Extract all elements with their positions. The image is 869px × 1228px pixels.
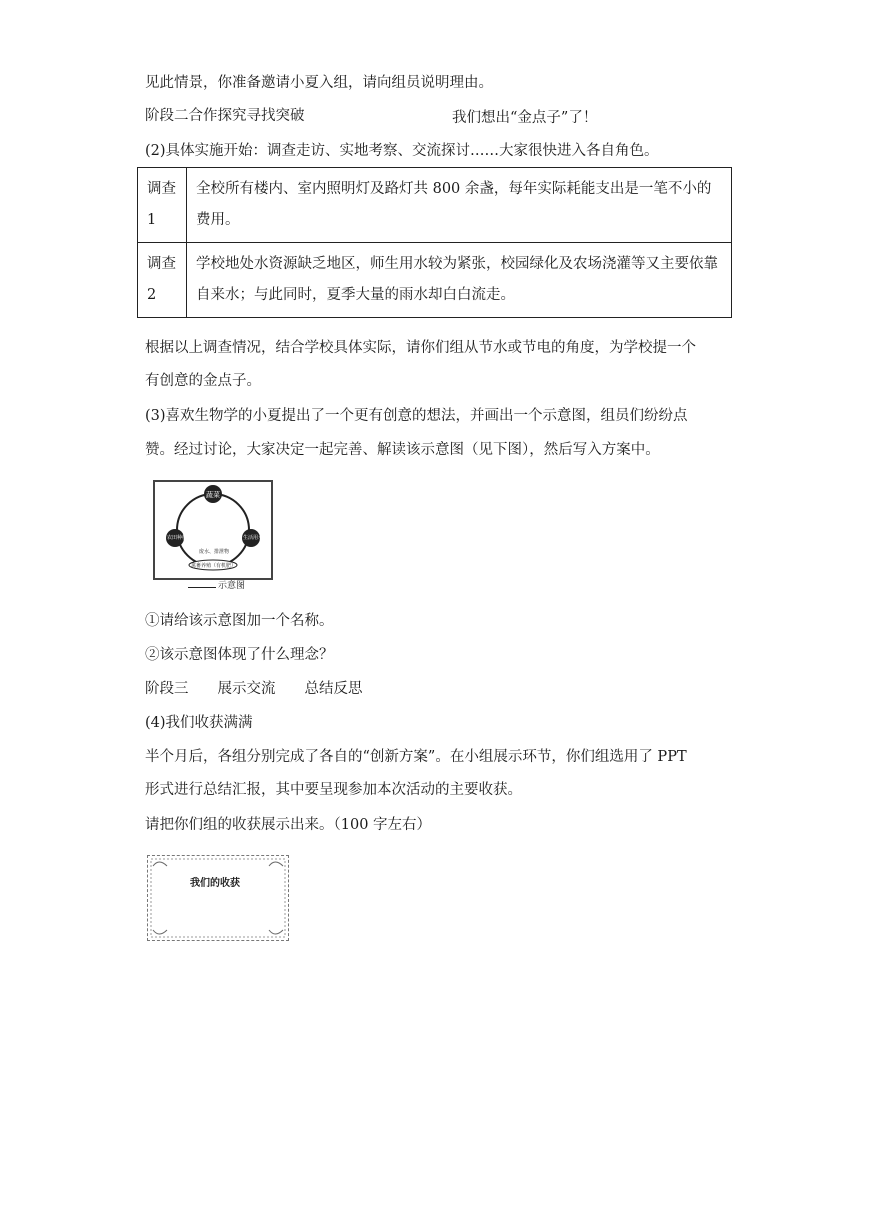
golden-idea-heading: 我们想出“金点子”了！ xyxy=(452,110,598,126)
stage-two-heading: 阶段二合作探究寻找突破 xyxy=(145,108,305,124)
table-row xyxy=(138,168,732,243)
survey-label: 调查2 xyxy=(138,243,187,318)
node-label: 蔬菜 xyxy=(206,491,220,499)
caption-text: 示意图 xyxy=(218,581,246,591)
survey-label: 调查1 xyxy=(138,168,187,243)
sub-question-1: ①请给该示意图加一个名称。 xyxy=(145,613,334,629)
stage-three-heading: 阶段三 展示交流 总结反思 xyxy=(145,681,363,697)
question-4-heading: (4)我们收获满满 xyxy=(145,715,253,731)
table-row xyxy=(138,243,732,318)
survey-text: 学校地处水资源缺乏地区，师生用水较为紧张，校园绿化及农场浇灌等又主要依靠自来水；与此同时，夏季大量的雨水却白白流走。 xyxy=(187,243,732,318)
question-3-intro: (3)喜欢生物学的小夏提出了一个更有创意的想法，并画出一个示意图，组员们纷纷点 xyxy=(145,408,688,424)
node-label: 生活用水 xyxy=(243,535,264,541)
node-label: 废水、排泄物 xyxy=(199,549,230,555)
text-line-7: 赞。经过讨论，大家决定一起完善、解读该示意图（见下图），然后写入方案中。 xyxy=(145,442,660,458)
text-line-5: 有创意的金点子。 xyxy=(145,373,261,389)
slide-frame-svg xyxy=(148,856,288,940)
survey-table xyxy=(137,167,732,318)
text-line-1: 见此情景，你准备邀请小夏入组，请向组员说明理由。 xyxy=(145,75,493,91)
text-line-9: 半个月后，各组分别完成了各自的“创新方案”。在小组展示环节，你们组选用了 PPT xyxy=(145,749,687,765)
question-2-intro: (2)具体实施开始：调查走访、实地考察、交流探讨……大家很快进入各自角色。 xyxy=(145,143,659,159)
text-line-10: 形式进行总结汇报，其中要呈现参加本次活动的主要收获。 xyxy=(145,782,522,798)
survey-text: 全校所有楼内、室内照明灯及路灯共 800 余盏，每年实际耗能支出是一笔不小的费用。 xyxy=(187,168,732,243)
cycle-diagram-image xyxy=(153,480,273,580)
node-label: 禽畜养殖（有机肥） xyxy=(191,563,237,569)
text-line-4: 根据以上调查情况，结合学校具体实际，请你们组从节水或节电的角度，为学校提一个 xyxy=(145,340,696,356)
caption-blank xyxy=(188,587,216,588)
slide-title: 我们的收获 xyxy=(190,878,240,889)
node-label: 农田种植 xyxy=(167,535,188,541)
harvest-slide-image xyxy=(147,855,289,941)
diagram-caption xyxy=(188,578,245,591)
sub-question-2: ②该示意图体现了什么理念？ xyxy=(145,647,334,663)
text-line-11: 请把你们组的收获展示出来。（100 字左右） xyxy=(145,817,432,833)
